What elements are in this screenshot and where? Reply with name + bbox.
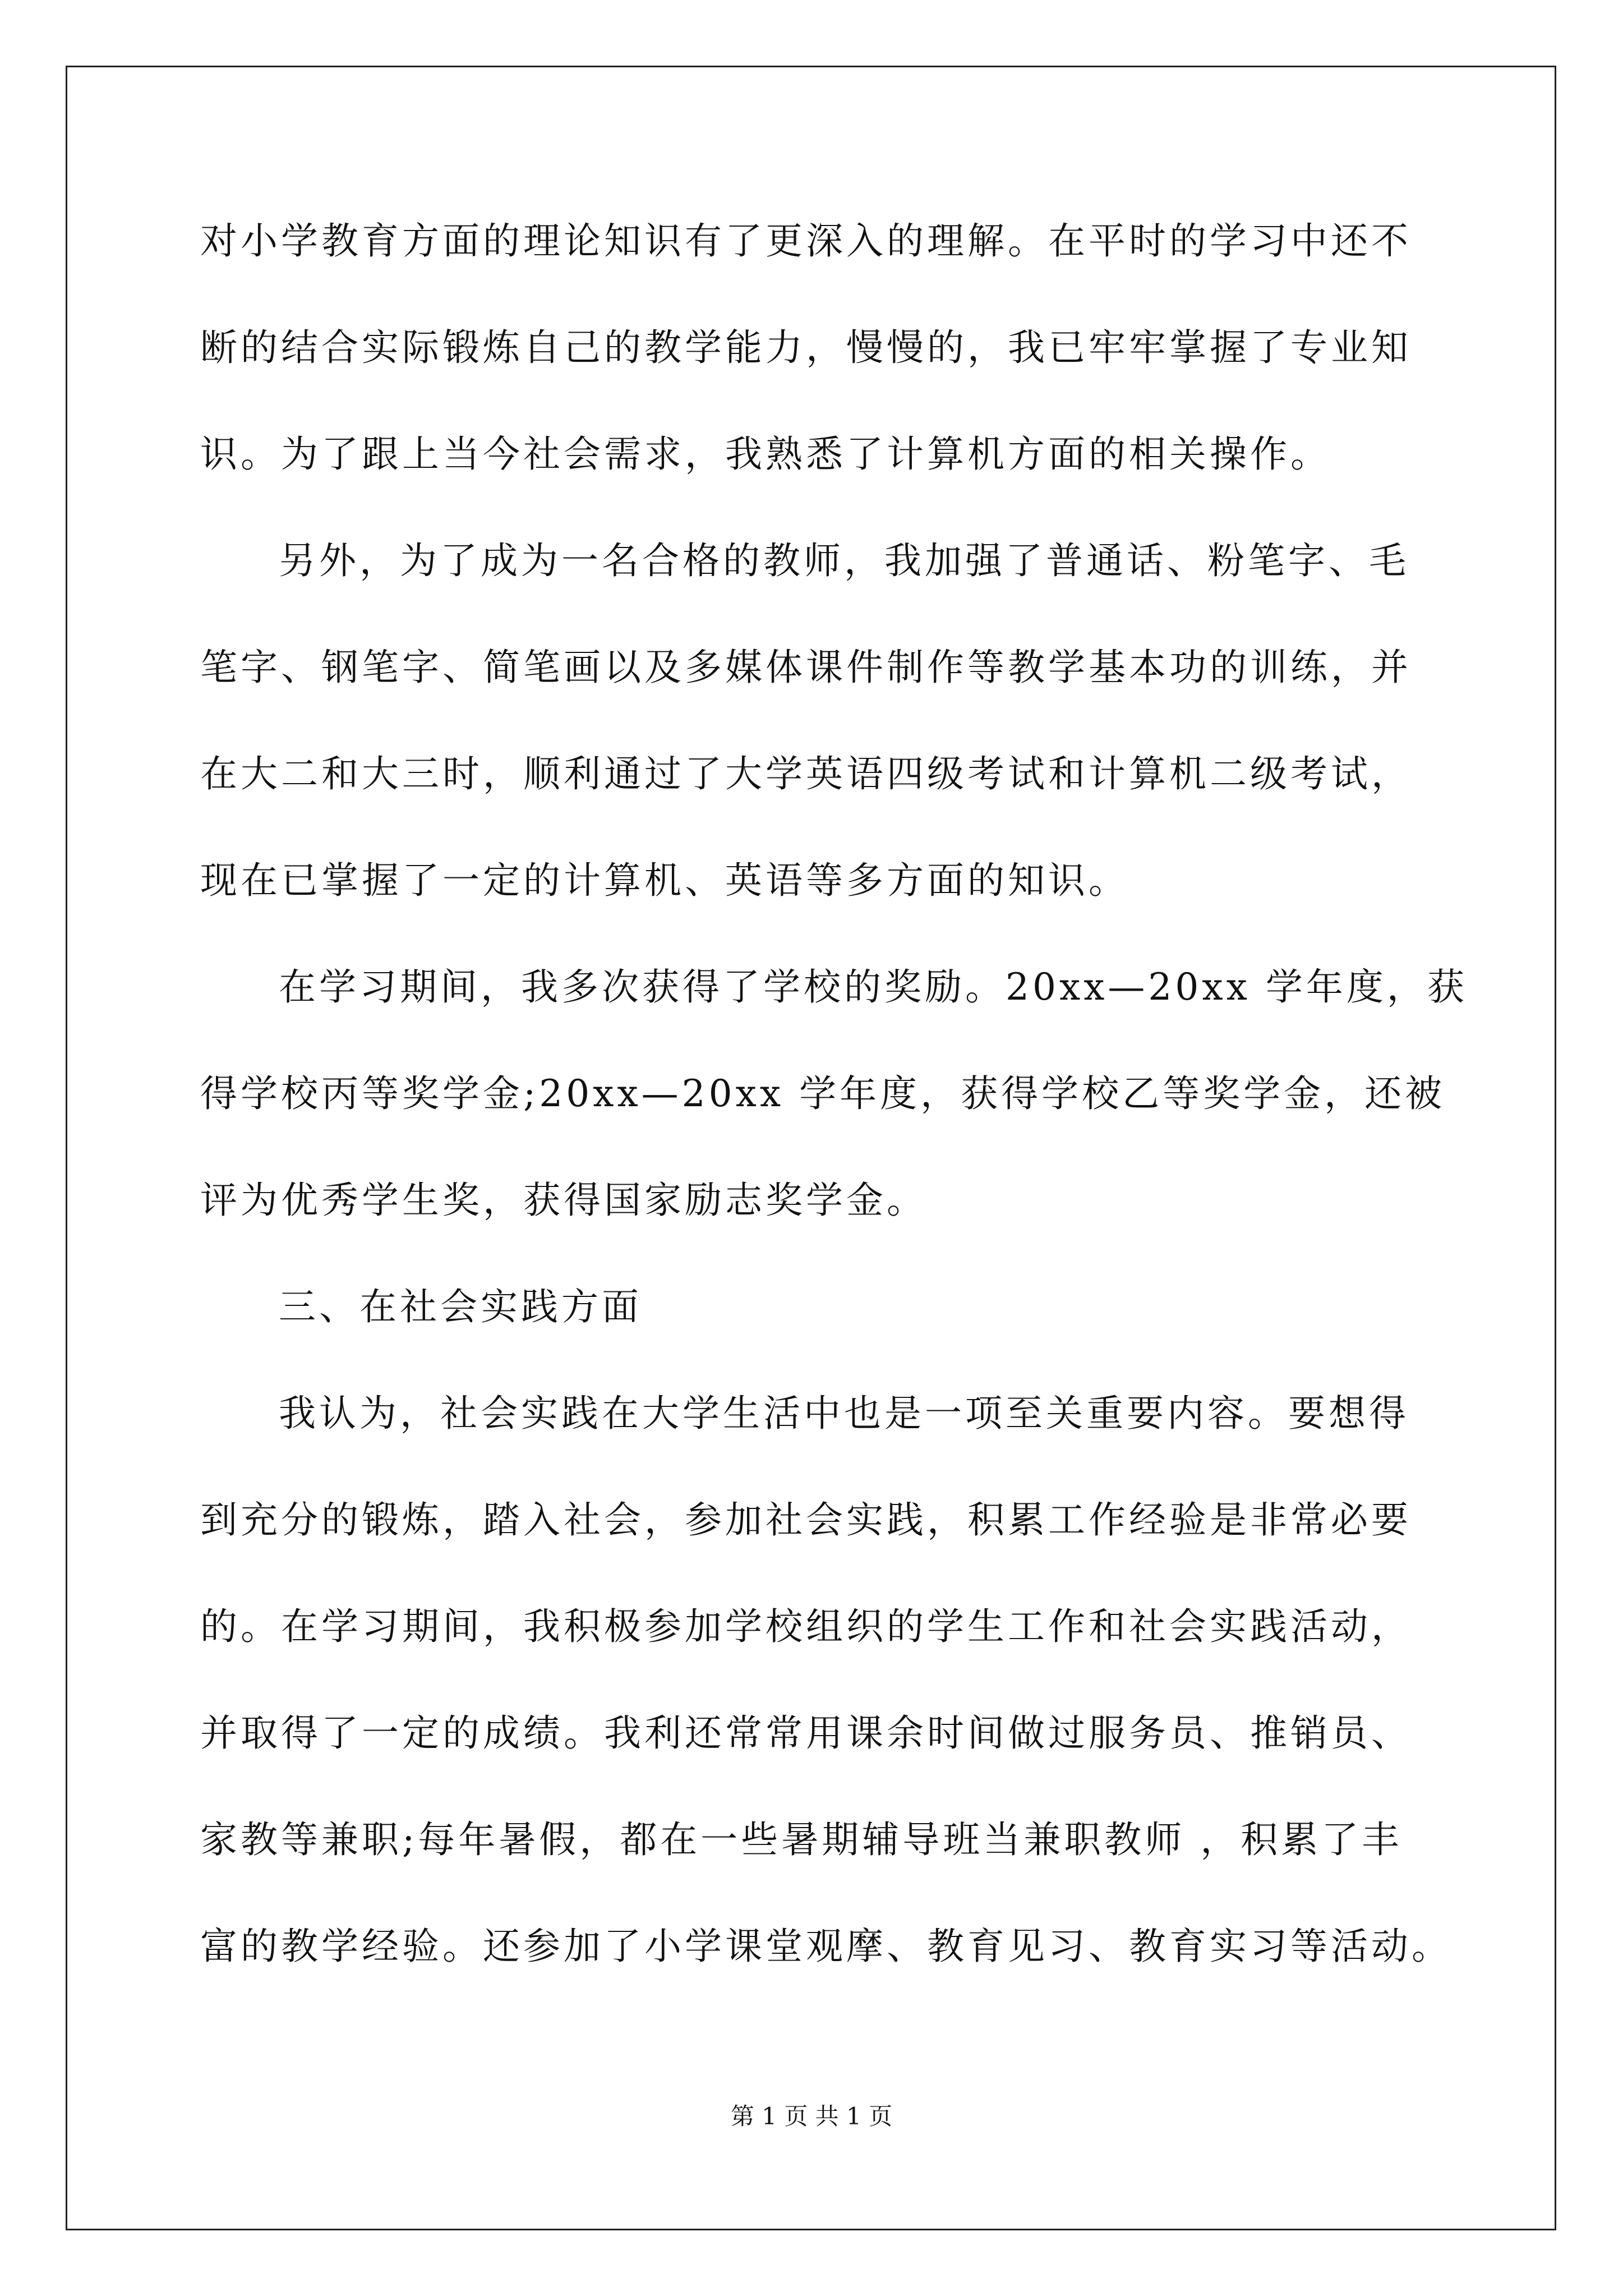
text-line: 另外，为了成为一名合格的教师，我加强了普通话、粉笔字、毛 (279, 539, 1409, 582)
text-line: 富的教学经验。还参加了小学课堂观摩、教育见习、教育实习等活动。 (200, 1925, 1452, 1968)
text-line: 并取得了一定的成绩。我利还常常用课余时间做过服务员、推销员、 (200, 1711, 1412, 1755)
text-line: 笔字、钢笔字、简笔画以及多媒体课件制作等教学基本功的训练，并 (200, 646, 1412, 689)
document-body (200, 213, 1468, 2025)
text-line: 我认为，社会实践在大学生活中也是一项至关重要内容。要想得 (279, 1392, 1409, 1435)
text-line: 识。为了跟上当今社会需求，我熟悉了计算机方面的相关操作。 (200, 432, 1331, 476)
text-line: 家教等兼职;每年暑假，都在一些暑期辅导班当兼职教师 ，积累了丰 (200, 1818, 1403, 1861)
text-line: 到充分的锻炼，踏入社会，参加社会实践，积累工作经验是非常必要 (200, 1498, 1412, 1542)
text-line: 得学校丙等奖学金;20xx—20xx 学年度，获得学校乙等奖学金，还被 (200, 1072, 1446, 1115)
text-line: 评为优秀学生奖，获得国家励志奖学金。 (200, 1179, 927, 1222)
text-line: 的。在学习期间，我积极参加学校组织的学生工作和社会实践活动， (200, 1605, 1412, 1648)
text-line: 对小学教育方面的理论知识有了更深入的理解。在平时的学习中还不 (200, 219, 1412, 263)
text-line: 在大二和大三时，顺利通过了大学英语四级考试和计算机二级考试， (200, 752, 1412, 795)
page-footer: 第 1 页 共 1 页 (730, 2102, 893, 2130)
text-line: 断的结合实际锻炼自己的教学能力，慢慢的，我已牢牢掌握了专业知 (200, 326, 1412, 369)
text-line: 在学习期间，我多次获得了学校的奖励。20xx—20xx 学年度，获 (279, 965, 1468, 1009)
text-line: 三、在社会实践方面 (279, 1285, 642, 1328)
text-line: 现在已掌握了一定的计算机、英语等多方面的知识。 (200, 859, 1129, 902)
